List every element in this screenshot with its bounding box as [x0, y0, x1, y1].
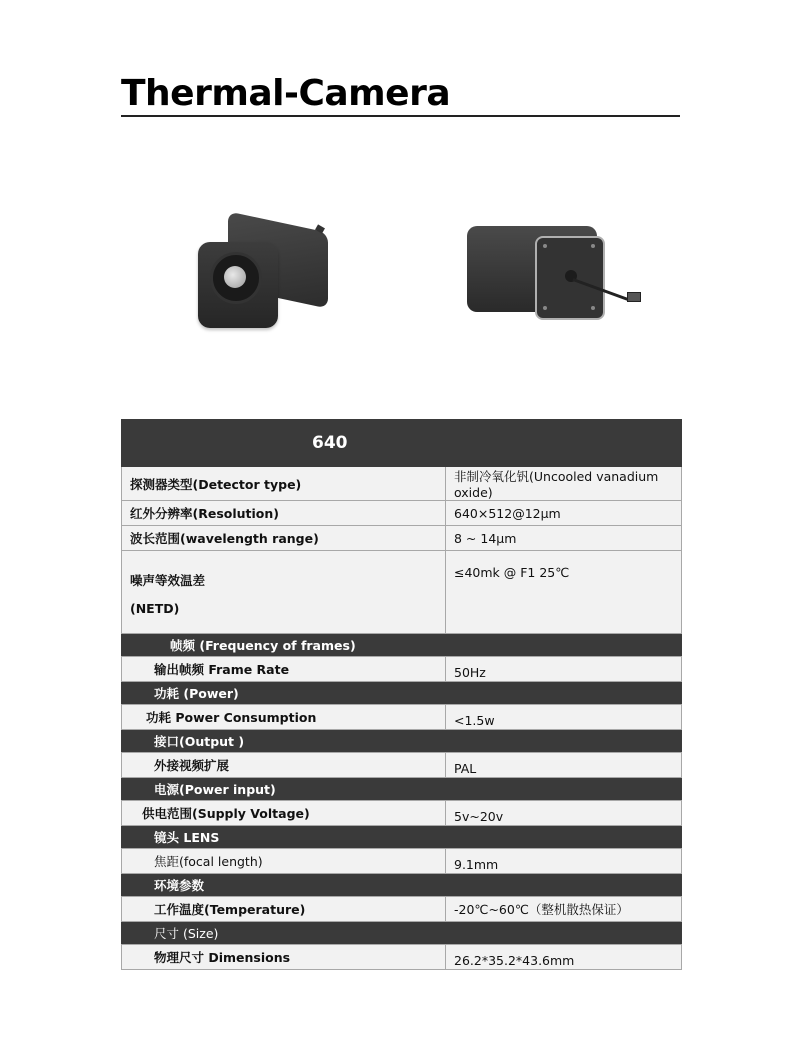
row-label-cn: 噪声等效温差: [130, 573, 206, 588]
row-label: 功耗 Power Consumption: [122, 705, 446, 730]
screw-icon: [543, 306, 547, 310]
section-label: 镜头 LENS: [122, 826, 682, 849]
row-label-en: (NETD): [130, 601, 180, 616]
row-label: 焦距(focal length): [122, 849, 446, 874]
connector-plug: [627, 292, 641, 302]
row-value: [446, 849, 682, 874]
row-value: -20℃~60℃（整机散热保证）: [446, 897, 682, 922]
table-row: [122, 945, 682, 970]
table-row: [122, 526, 682, 551]
table-row: [122, 801, 682, 826]
row-label: 探测器类型(Detector type): [122, 467, 446, 501]
table-row: [122, 551, 682, 634]
section-label: 环境参数: [122, 874, 682, 897]
screw-icon: [591, 244, 595, 248]
row-value: [446, 753, 682, 778]
section-header: [122, 682, 682, 705]
section-header: [122, 874, 682, 897]
screw-icon: [543, 244, 547, 248]
row-value: [446, 705, 682, 730]
row-value: 8 ~ 14μm: [446, 526, 682, 551]
row-value: [446, 657, 682, 682]
row-value: 640×512@12μm: [446, 501, 682, 526]
screw-icon: [591, 306, 595, 310]
row-value: ≤40mk @ F1 25℃: [446, 551, 682, 634]
title-underline: [121, 115, 680, 117]
row-label: 外接视频扩展: [122, 753, 446, 778]
section-header: [122, 826, 682, 849]
row-value: [446, 945, 682, 970]
row-label: 输出帧频 Frame Rate: [122, 657, 446, 682]
row-label: 物理尺寸 Dimensions: [122, 945, 446, 970]
spec-table-header: [122, 420, 682, 467]
row-value-text: 9.1mm: [454, 857, 499, 872]
row-label: 红外分辨率(Resolution): [122, 501, 446, 526]
table-row: [122, 657, 682, 682]
lens-icon: [224, 266, 246, 288]
row-value-text: PAL: [454, 761, 477, 776]
section-label: 功耗 (Power): [122, 682, 682, 705]
spec-table: [121, 419, 682, 970]
section-label: 接口(Output ): [122, 730, 682, 753]
section-label: 电源(Power input): [122, 778, 682, 801]
section-header: [122, 730, 682, 753]
camera-front-view-image: [198, 222, 330, 328]
table-row: [122, 501, 682, 526]
page-title: Thermal-Camera: [121, 73, 451, 114]
row-label: 波长范围(wavelength range): [122, 526, 446, 551]
row-value-text: <1.5w: [454, 713, 495, 728]
table-row: [122, 705, 682, 730]
section-label: 帧频 (Frequency of frames): [122, 634, 682, 657]
row-label: 工作温度(Temperature): [122, 897, 446, 922]
row-label: 供电范围(Supply Voltage): [122, 801, 446, 826]
row-value-text: 5v~20v: [454, 809, 504, 824]
row-value-text: 50Hz: [454, 665, 486, 680]
row-label: [122, 551, 446, 634]
camera-rear-view-image: [467, 226, 642, 318]
row-value: 非制冷氧化钒(Uncooled vanadium oxide): [446, 467, 682, 501]
table-row: [122, 467, 682, 501]
row-value-text: 26.2*35.2*43.6mm: [454, 953, 575, 968]
table-row: [122, 849, 682, 874]
section-header: [122, 922, 682, 945]
section-header: [122, 634, 682, 657]
table-row: [122, 753, 682, 778]
section-header: [122, 778, 682, 801]
section-label: 尺寸 (Size): [122, 922, 682, 945]
row-value: [446, 801, 682, 826]
table-row: [122, 897, 682, 922]
model-label: 640: [122, 420, 682, 467]
